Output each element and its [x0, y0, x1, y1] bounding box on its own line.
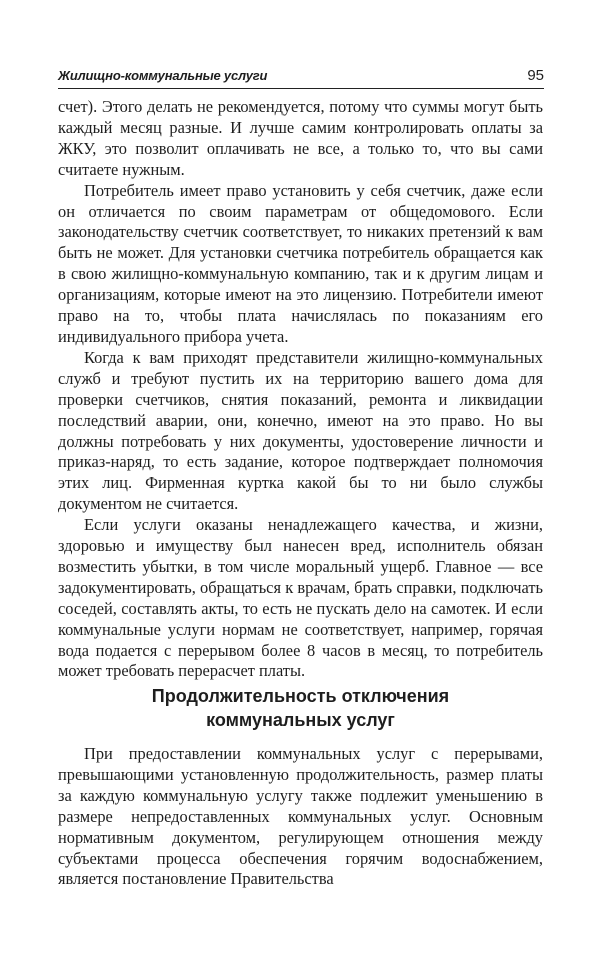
section-heading: [58, 684, 543, 732]
paragraph: счет). Этого делать не рекомендуется, потому что суммы могут быть каждый месяц разные. И лучше самим контролировать оплаты за ЖКУ, это позволит оплачивать не все, а только то, что вы сами считаете нужным.: [58, 97, 543, 179]
body-text: [58, 97, 543, 682]
page-header: [58, 64, 544, 89]
section-text: [58, 744, 543, 890]
section-heading-line: коммунальных услуг: [206, 710, 395, 730]
paragraph: Потребитель имеет право установить у себя счетчик, даже если он отличается по своим параметрам от общедомового. Если законодательству счетчик соответствует, то никаких претензий к вам быть не может. Для установки счетчика потребитель обращается как в свою жилищно-коммунальную компанию, так и к другим лицам и организациям, которые имеют на это лицензию. Потребители имеют право на то, чтобы плата начислялась по показаниям его индивидуального прибора учета.: [58, 180, 543, 346]
section-heading-line: Продолжительность отключения: [151, 686, 450, 706]
paragraph: Если услуги оказаны ненадлежащего качества, и жизни, здоровью и имуществу был нанесен вред, исполнитель обязан возместить убытки, в том числе моральный ущерб. Главное — все задокументировать, обращаться к врачам, брать справки, подключать соседей, составлять акты, то есть не пускать дело на самотек. И если коммунальные услуги нормам не соответствует, например, горячая вода подается с перерывом более 8 часов в месяц, то потребитель может требовать перерасчет платы.: [58, 515, 543, 681]
paragraph: При предоставлении коммунальных услуг с перерывами, превышающими установленную продолжительность, размер платы за каждую коммунальную услугу также подлежит уменьшению в размере непредоставленных коммунальных услуг. Основным нормативным документом, регулирующем отношения между субъектами процесса обеспечения горячим водоснабжением, является постановление Правительства: [58, 744, 543, 889]
paragraph: Когда к вам приходят представители жилищно-коммунальных служб и требуют пустить их на территорию вашего дома для проверки счетчиков, снятия показаний, ремонта и ликвидации последствий аварии, они, конечно, имеют на это право. Но вы должны потребовать у них документы, удостоверение личности и приказ-наряд, то есть задание, которое подтверждает полномочия этих лиц. Фирменная куртка какой бы то ни было службы документом не считается.: [58, 347, 543, 514]
running-head: Жилищно-коммунальные услуги: [58, 68, 268, 83]
page-number: 95: [527, 67, 544, 84]
